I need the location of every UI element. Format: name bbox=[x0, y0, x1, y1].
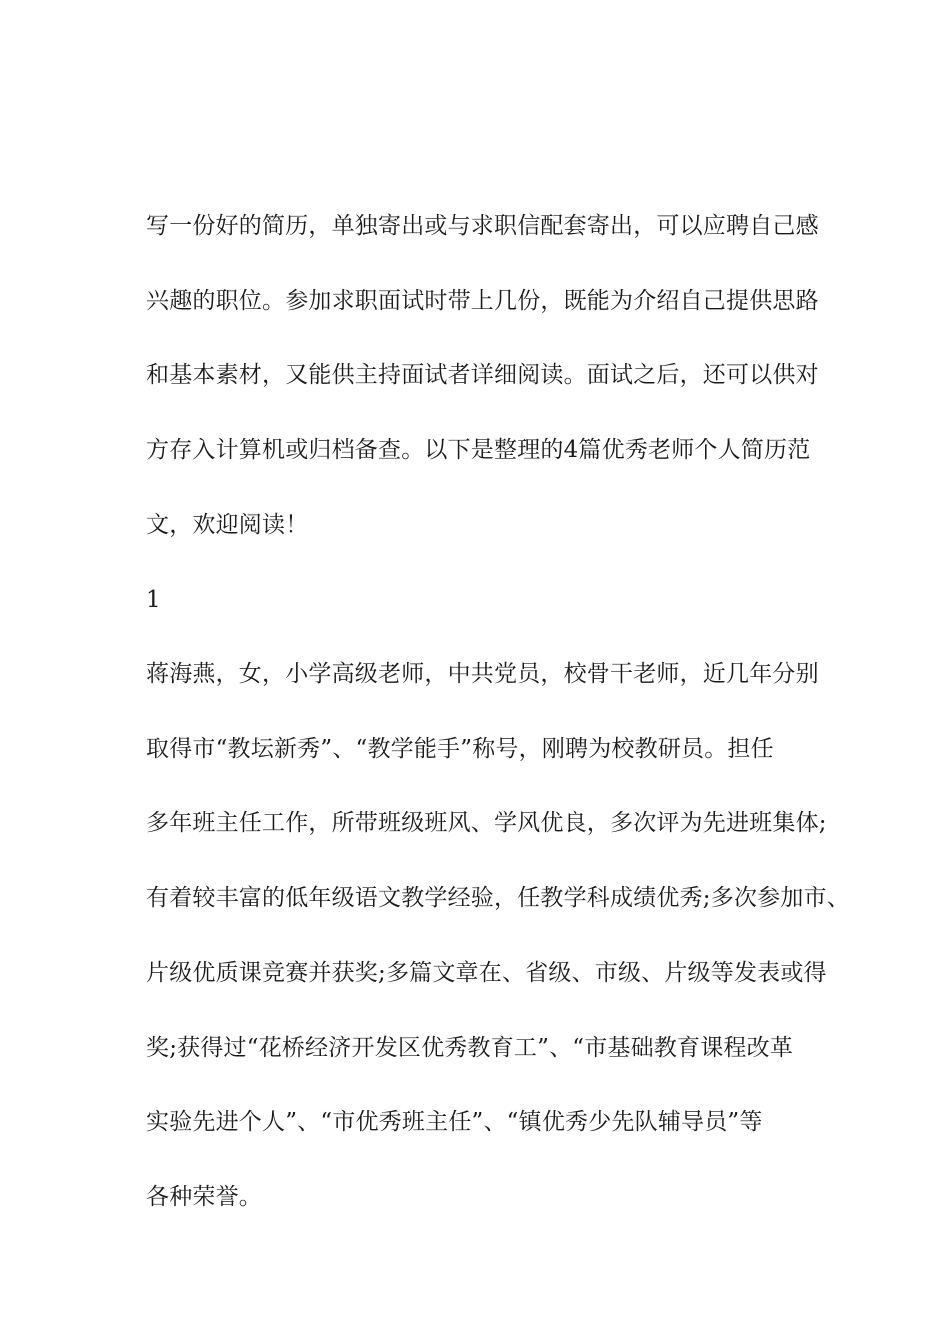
text-line: 多年班主任工作，所带班级班风、学风优良，多次评为先进班集体; bbox=[146, 810, 827, 836]
text-line: 各种荣誉。 bbox=[146, 1184, 262, 1210]
text-line: 有着较丰富的低年级语文教学经验，任教学科成绩优秀;多次参加市、 bbox=[146, 885, 850, 911]
text-line: 实验先进个人”、“市优秀班主任”、“镇优秀少先队辅导员”等 bbox=[146, 1109, 763, 1135]
text-line: 蒋海燕，女，小学高级老师，中共党员，校骨干老师，近几年分别 bbox=[146, 661, 819, 687]
text-line: 写一份好的简历，单独寄出或与求职信配套寄出，可以应聘自己感 bbox=[146, 213, 819, 239]
text-line: 奖;获得过“花桥经济开发区优秀教育工”、“市基础教育课程改革 bbox=[146, 1035, 794, 1061]
text-line: 方存入计算机或归档备查。以下是整理的4篇优秀老师个人简历范 bbox=[146, 437, 811, 463]
section-number: 1 bbox=[146, 587, 161, 613]
text-line: 取得市“教坛新秀”、“教学能手”称号，刚聘为校教研员。担任 bbox=[146, 736, 774, 762]
text-line: 片级优质课竞赛并获奖;多篇文章在、省级、市级、片级等发表或得 bbox=[146, 960, 827, 986]
text-line: 兴趣的职位。参加求职面试时带上几份，既能为介绍自己提供思路 bbox=[146, 288, 819, 314]
text-line: 文，欢迎阅读！ bbox=[146, 512, 309, 538]
text-line: 和基本素材，又能供主持面试者详细阅读。面试之后，还可以供对 bbox=[146, 362, 819, 388]
